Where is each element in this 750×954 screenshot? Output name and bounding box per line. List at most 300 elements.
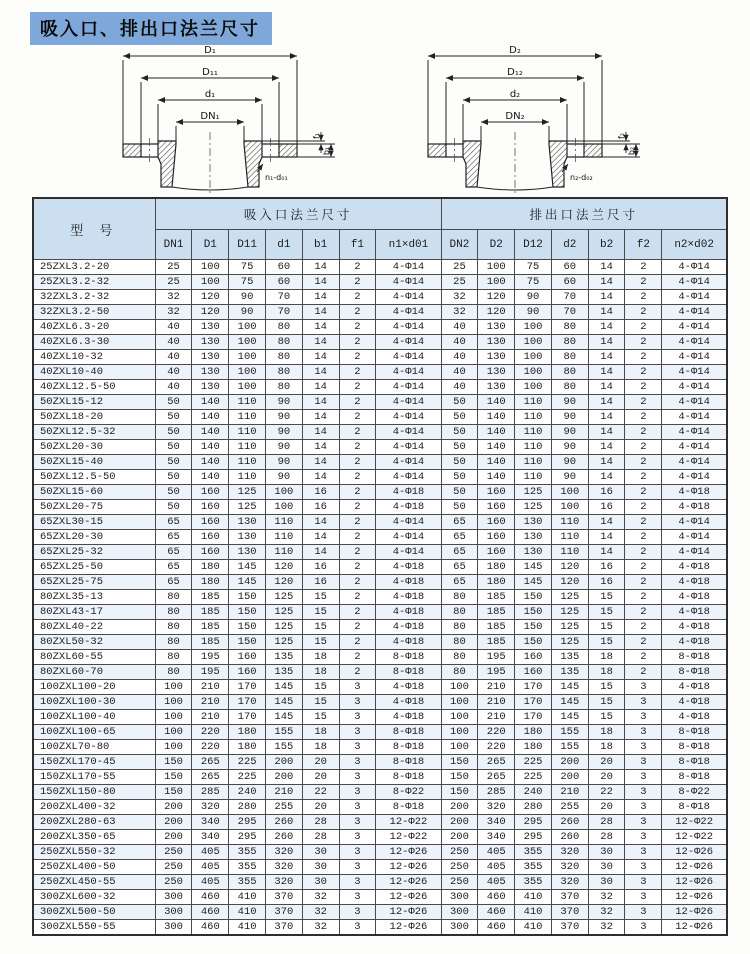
dimension-cell: 14 [588,395,625,410]
dimension-cell: 120 [192,305,229,320]
dimension-cell: 80 [265,320,302,335]
dimension-cell: 110 [229,470,266,485]
dimension-cell: 4-Φ14 [376,530,441,545]
dimension-cell: 2 [339,500,376,515]
dimension-cell: 2 [339,590,376,605]
dimension-cell: 150 [155,755,192,770]
dimension-cell: 8-Φ22 [376,785,441,800]
dimension-cell: 3 [339,875,376,890]
dimension-cell: 3 [625,680,662,695]
dimension-cell: 355 [229,845,266,860]
dimension-cell: 70 [551,305,588,320]
table-row [33,560,727,575]
dimension-cell: 40 [441,335,478,350]
dimension-cell: 12-Φ22 [376,830,441,845]
dimension-cell: 40 [441,380,478,395]
dimension-cell: 225 [515,755,552,770]
dimension-cell: 145 [515,560,552,575]
dimension-cell: 14 [588,275,625,290]
dimension-cell: 40 [441,365,478,380]
dimension-cell: 100 [551,485,588,500]
dimension-cell: 4-Φ18 [376,680,441,695]
table-row [33,425,727,440]
dimension-cell: 100 [192,260,229,275]
dimension-cell: 100 [229,365,266,380]
model-cell: 80ZXL60-55 [33,650,155,665]
dimension-cell: 50 [155,470,192,485]
dimension-cell: 14 [588,260,625,275]
dimension-cell: 2 [339,545,376,560]
dimension-cell: 100 [441,710,478,725]
dimension-cell: 50 [441,425,478,440]
dimension-cell: 170 [229,680,266,695]
dimension-cell: 14 [588,305,625,320]
table-row [33,740,727,755]
dimension-cell: 160 [229,665,266,680]
dimension-cell: 18 [588,665,625,680]
dimension-cell: 12-Φ26 [662,860,727,875]
dimension-cell: 180 [192,575,229,590]
dimension-cell: 4-Φ14 [376,425,441,440]
dimension-cell: 4-Φ18 [662,485,727,500]
dimension-cell: 180 [515,740,552,755]
dimension-cell: 2 [625,560,662,575]
dimension-cell: 4-Φ14 [662,425,727,440]
dimension-cell: 210 [192,680,229,695]
dimension-cell: 80 [441,635,478,650]
dimension-cell: 120 [478,305,515,320]
dimension-cell: 8-Φ18 [376,650,441,665]
dimension-cell: 15 [588,680,625,695]
table-row [33,380,727,395]
dimension-cell: 14 [302,395,339,410]
dimension-cell: 12-Φ22 [376,815,441,830]
model-cell: 50ZXL15-12 [33,395,155,410]
model-cell: 40ZXL12.5-50 [33,380,155,395]
model-cell: 65ZXL20-30 [33,530,155,545]
dimension-cell: 14 [302,260,339,275]
dimension-cell: 50 [155,500,192,515]
dimension-cell: 210 [192,695,229,710]
dimension-cell: 160 [478,515,515,530]
dimension-cell: 100 [441,695,478,710]
dimension-cell: 180 [192,560,229,575]
model-cell: 65ZXL30-15 [33,515,155,530]
dimension-cell: 2 [625,455,662,470]
dimension-cell: 30 [302,860,339,875]
dimension-cell: 200 [441,800,478,815]
dimension-cell: 220 [478,740,515,755]
dimension-cell: 40 [155,365,192,380]
model-cell: 250ZXL550-32 [33,845,155,860]
table-row [33,680,727,695]
dimension-cell: 195 [192,665,229,680]
column-header-b2: b2 [588,230,625,260]
dimension-cell: 320 [265,860,302,875]
dimension-cell: 285 [192,785,229,800]
dimension-cell: 130 [515,530,552,545]
dimension-cell: 2 [339,365,376,380]
dim-label-D1: D₁ [204,45,216,56]
dimension-cell: 370 [551,890,588,905]
column-header-n1xd01: n1×d01 [376,230,441,260]
dimension-cell: 25 [155,260,192,275]
dimension-cell: 110 [515,395,552,410]
dimension-cell: 3 [339,770,376,785]
dimension-cell: 4-Φ14 [376,290,441,305]
table-row [33,410,727,425]
dim-label-DN1: DN₁ [200,111,220,122]
model-cell: 65ZXL25-32 [33,545,155,560]
dimension-cell: 50 [155,410,192,425]
dimension-cell: 80 [551,350,588,365]
suction-flange-diagram [105,44,340,194]
dimension-cell: 15 [588,590,625,605]
dimension-cell: 200 [155,830,192,845]
table-body [33,260,727,936]
dimension-cell: 4-Φ14 [662,395,727,410]
dimension-cell: 100 [515,380,552,395]
dimension-cell: 150 [229,605,266,620]
dim-label-D11: D₁₁ [202,67,218,78]
dimension-cell: 20 [588,755,625,770]
dimension-cell: 4-Φ14 [376,395,441,410]
dimension-cell: 405 [478,875,515,890]
dimension-cell: 170 [515,680,552,695]
dimension-cell: 15 [302,635,339,650]
dimension-cell: 140 [478,470,515,485]
dimension-cell: 155 [551,725,588,740]
dimension-cell: 2 [625,530,662,545]
dimension-cell: 4-Φ18 [662,590,727,605]
dimension-cell: 4-Φ14 [376,335,441,350]
dimension-cell: 120 [265,560,302,575]
dimension-cell: 8-Φ18 [662,770,727,785]
dimension-cell: 460 [192,920,229,936]
dimension-cell: 80 [551,320,588,335]
dimension-cell: 40 [155,380,192,395]
model-cell: 25ZXL3.2-32 [33,275,155,290]
dimension-cell: 145 [265,695,302,710]
dimension-cell: 145 [229,575,266,590]
dimension-cell: 460 [192,905,229,920]
dimension-cell: 110 [265,530,302,545]
dimension-cell: 140 [478,410,515,425]
dimension-cell: 110 [515,470,552,485]
table-row [33,800,727,815]
dimension-cell: 125 [515,500,552,515]
dimension-cell: 3 [339,725,376,740]
table-row [33,875,727,890]
dimension-cell: 320 [192,800,229,815]
dimension-cell: 90 [551,395,588,410]
dimension-cell: 150 [229,590,266,605]
dimension-cell: 100 [265,485,302,500]
dimension-cell: 2 [339,320,376,335]
model-cell: 25ZXL3.2-20 [33,260,155,275]
dimension-cell: 3 [625,830,662,845]
dimension-cell: 185 [478,635,515,650]
dimension-cell: 145 [515,575,552,590]
dimension-cell: 14 [302,320,339,335]
dimension-cell: 2 [625,380,662,395]
dimension-cell: 120 [551,575,588,590]
dimension-cell: 250 [441,860,478,875]
dimension-cell: 130 [478,380,515,395]
dimension-cell: 90 [265,410,302,425]
dimension-cell: 12-Φ26 [376,905,441,920]
dimension-cell: 90 [551,410,588,425]
dimension-cell: 265 [478,770,515,785]
dimension-cell: 8-Φ18 [376,800,441,815]
dimension-cell: 4-Φ14 [376,350,441,365]
table-row [33,920,727,936]
dimension-cell: 32 [302,890,339,905]
dimension-cell: 410 [229,920,266,936]
dimension-cell: 155 [265,725,302,740]
dimension-cell: 80 [155,665,192,680]
dimension-cell: 4-Φ18 [376,710,441,725]
dimension-cell: 8-Φ18 [376,755,441,770]
dimension-cell: 195 [478,650,515,665]
dimension-cell: 2 [625,500,662,515]
dimension-cell: 50 [441,470,478,485]
dimension-cell: 8-Φ22 [662,785,727,800]
model-cell: 40ZXL10-40 [33,365,155,380]
dimension-cell: 110 [265,515,302,530]
dimension-cell: 250 [155,845,192,860]
dimension-cell: 210 [192,710,229,725]
dimension-cell: 405 [478,860,515,875]
model-column-header: 型 号 [33,198,155,260]
dimension-cell: 65 [155,545,192,560]
dimension-cell: 210 [478,710,515,725]
dimension-cell: 3 [339,920,376,936]
dimension-cell: 160 [515,650,552,665]
dimension-cell: 150 [441,755,478,770]
dimension-cell: 90 [229,290,266,305]
dimension-cell: 30 [588,875,625,890]
dimension-cell: 100 [155,725,192,740]
dimension-cell: 12-Φ26 [662,905,727,920]
dimension-cell: 140 [478,425,515,440]
dimension-cell: 4-Φ14 [376,275,441,290]
dimension-cell: 2 [625,260,662,275]
dimension-cell: 250 [155,875,192,890]
dimension-cell: 28 [588,830,625,845]
dimension-cell: 150 [229,635,266,650]
dimension-cell: 300 [155,905,192,920]
dimension-cell: 255 [265,800,302,815]
dimension-cell: 3 [339,905,376,920]
model-cell: 100ZXL100-20 [33,680,155,695]
dimension-cell: 160 [192,500,229,515]
dimension-cell: 185 [192,620,229,635]
dimension-cell: 15 [302,620,339,635]
dimension-cell: 3 [625,845,662,860]
dimension-cell: 145 [551,680,588,695]
dimension-cell: 265 [192,755,229,770]
dimension-cell: 14 [302,290,339,305]
dimension-cell: 355 [515,845,552,860]
dimension-cell: 50 [155,425,192,440]
dimension-cell: 340 [192,830,229,845]
dimension-cell: 14 [588,320,625,335]
dimension-cell: 170 [515,710,552,725]
dimension-cell: 260 [551,830,588,845]
dimension-cell: 3 [625,725,662,740]
dimension-cell: 145 [265,680,302,695]
dimension-cell: 15 [588,635,625,650]
dimension-cell: 210 [551,785,588,800]
table-row [33,365,727,380]
dimension-cell: 110 [551,545,588,560]
dimension-cell: 15 [588,620,625,635]
dimension-cell: 3 [339,695,376,710]
dimension-cell: 370 [551,920,588,936]
dimension-cell: 65 [155,515,192,530]
discharge-flange-diagram [410,44,645,194]
model-cell: 100ZXL100-40 [33,710,155,725]
dimension-cell: 90 [265,470,302,485]
dimension-cell: 8-Φ18 [376,770,441,785]
dimension-cell: 2 [625,320,662,335]
dimension-cell: 100 [515,365,552,380]
table-row [33,395,727,410]
table-row [33,635,727,650]
column-header-f1: f1 [339,230,376,260]
dimension-cell: 80 [441,650,478,665]
dimension-cell: 2 [339,425,376,440]
dimension-cell: 16 [588,485,625,500]
dimension-cell: 3 [339,860,376,875]
dimension-cell: 170 [229,710,266,725]
table-row [33,470,727,485]
table-row [33,845,727,860]
dimension-cell: 18 [588,740,625,755]
dimension-cell: 405 [192,845,229,860]
model-cell: 65ZXL25-75 [33,575,155,590]
model-cell: 50ZXL18-20 [33,410,155,425]
dimension-cell: 80 [551,365,588,380]
dimension-cell: 12-Φ26 [376,920,441,936]
model-cell: 40ZXL10-32 [33,350,155,365]
dimension-cell: 185 [478,605,515,620]
model-cell: 50ZXL15-40 [33,455,155,470]
dimension-cell: 14 [588,440,625,455]
dimension-cell: 4-Φ14 [662,545,727,560]
dimension-cell: 110 [229,440,266,455]
dimension-cell: 12-Φ26 [376,845,441,860]
dimension-cell: 460 [478,905,515,920]
dimension-cell: 4-Φ18 [376,500,441,515]
dimension-cell: 80 [441,590,478,605]
dimension-cell: 25 [441,260,478,275]
dimension-cell: 240 [515,785,552,800]
dimension-cell: 40 [155,335,192,350]
dimension-cell: 140 [478,455,515,470]
dimension-cell: 80 [155,650,192,665]
dimension-cell: 12-Φ26 [376,890,441,905]
dimension-cell: 110 [229,425,266,440]
dimension-cell: 210 [265,785,302,800]
table-row [33,500,727,515]
dimension-cell: 12-Φ26 [662,890,727,905]
dimension-cell: 405 [478,845,515,860]
dimension-cell: 130 [192,350,229,365]
dimension-cell: 16 [302,485,339,500]
dimension-cell: 3 [625,860,662,875]
dimension-cell: 14 [588,455,625,470]
dimension-cell: 2 [625,440,662,455]
dimension-cell: 100 [441,740,478,755]
dimension-cell: 150 [515,605,552,620]
dimension-cell: 255 [551,800,588,815]
dimension-cell: 14 [302,470,339,485]
table-row [33,455,727,470]
dimension-cell: 90 [551,455,588,470]
dimension-cell: 340 [478,830,515,845]
model-cell: 100ZXL100-30 [33,695,155,710]
dimension-cell: 370 [265,920,302,936]
dimension-cell: 3 [339,830,376,845]
dimension-cell: 3 [339,800,376,815]
dimension-cell: 150 [441,785,478,800]
dimension-cell: 320 [478,800,515,815]
model-cell: 200ZXL400-32 [33,800,155,815]
dimension-cell: 145 [229,560,266,575]
dimension-cell: 410 [515,890,552,905]
dimension-cell: 4-Φ18 [662,635,727,650]
dimension-cell: 160 [229,650,266,665]
dimension-cell: 65 [155,575,192,590]
dimension-cell: 80 [551,335,588,350]
dimension-cell: 12-Φ26 [376,860,441,875]
dimension-cell: 20 [302,755,339,770]
dimension-cell: 18 [302,650,339,665]
dimension-cell: 2 [625,335,662,350]
model-cell: 50ZXL20-75 [33,500,155,515]
dimension-cell: 32 [155,290,192,305]
table-row [33,590,727,605]
dimension-cell: 14 [588,290,625,305]
dimension-cell: 20 [302,800,339,815]
dimension-cell: 25 [155,275,192,290]
dimension-cell: 2 [339,575,376,590]
dimension-cell: 145 [551,695,588,710]
dim-label-n2d02: n₂-d₀₂ [570,173,593,182]
model-cell: 50ZXL20-30 [33,440,155,455]
dimension-cell: 70 [551,290,588,305]
model-cell: 200ZXL350-65 [33,830,155,845]
dimension-cell: 90 [265,425,302,440]
dimension-cell: 50 [441,395,478,410]
dimension-cell: 2 [339,620,376,635]
dimension-cell: 4-Φ14 [376,515,441,530]
dimension-cell: 150 [515,590,552,605]
dimension-cell: 280 [229,800,266,815]
dimension-cell: 370 [551,905,588,920]
dimension-cell: 65 [441,515,478,530]
dimension-cell: 75 [515,260,552,275]
page-title: 吸入口、排出口法兰尺寸 [30,12,272,45]
model-cell: 100ZXL100-65 [33,725,155,740]
dimension-cell: 200 [155,815,192,830]
dimension-cell: 130 [478,335,515,350]
dimension-cell: 125 [551,620,588,635]
column-header-d2-small: d2 [551,230,588,260]
dimension-cell: 4-Φ18 [376,560,441,575]
